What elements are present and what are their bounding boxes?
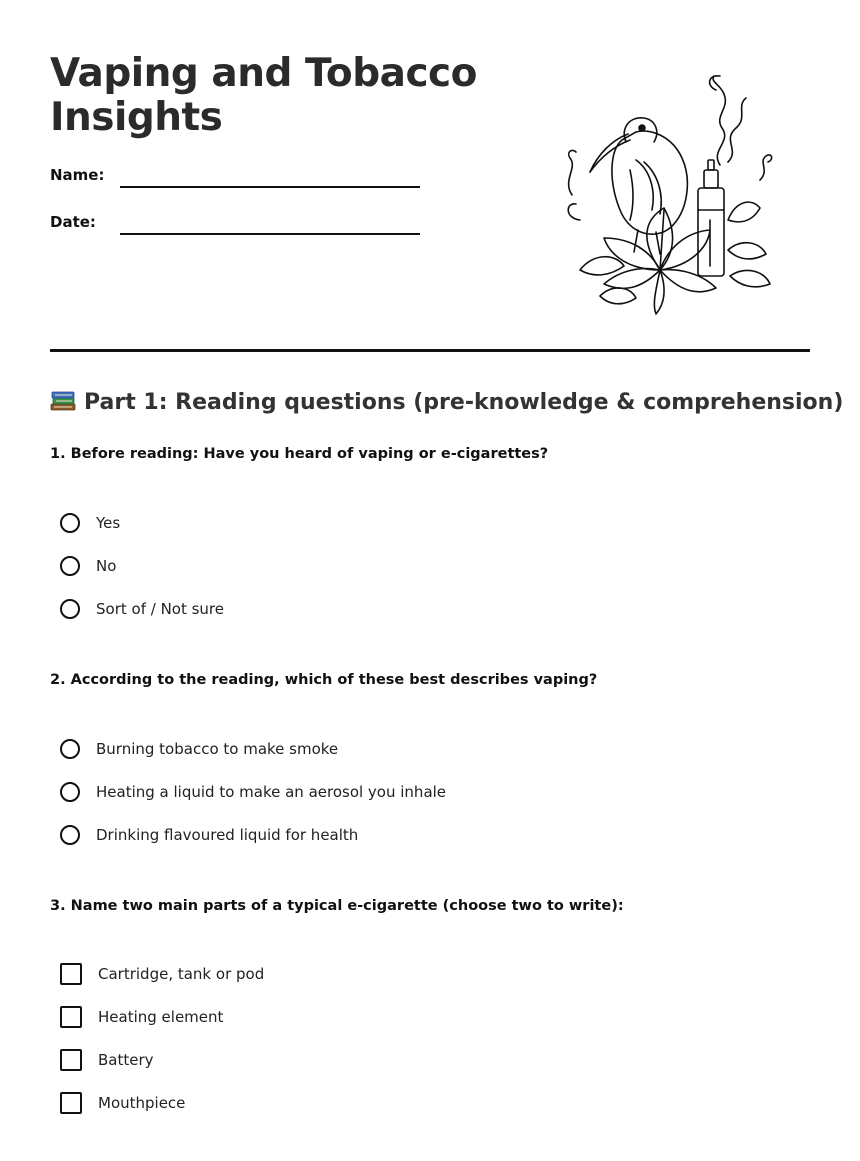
question-3: 3. Name two main parts of a typical e-cigarette (choose two to write): [50, 898, 624, 914]
question-2: 2. According to the reading, which of these best describes vaping? [50, 672, 598, 688]
checkbox[interactable] [60, 1092, 82, 1114]
date-label: Date: [50, 213, 96, 231]
date-field[interactable] [120, 233, 420, 235]
option-label: Heating a liquid to make an aerosol you inhale [96, 783, 447, 801]
name-field[interactable] [120, 186, 420, 188]
q3-option-cartridge[interactable] [60, 962, 264, 986]
q1-option-no[interactable] [60, 554, 116, 578]
option-label: Drinking flavoured liquid for health [96, 826, 359, 844]
q1-option-yes[interactable] [60, 511, 120, 535]
checkbox[interactable] [60, 1049, 82, 1071]
title-line-1: Vaping and Tobacco [50, 51, 477, 96]
radio-button[interactable] [60, 556, 80, 576]
books-icon [50, 388, 76, 412]
option-label: No [96, 557, 117, 575]
option-label: Sort of / Not sure [96, 600, 224, 618]
radio-button[interactable] [60, 599, 80, 619]
radio-button[interactable] [60, 825, 80, 845]
q2-option-heating-liquid[interactable] [60, 780, 446, 804]
q1-option-not-sure[interactable] [60, 597, 224, 621]
checkbox[interactable] [60, 1006, 82, 1028]
option-label: Burning tobacco to make smoke [96, 740, 339, 758]
radio-button[interactable] [60, 739, 80, 759]
option-label: Battery [98, 1051, 154, 1069]
q2-option-drinking-liquid[interactable] [60, 823, 358, 847]
question-1: 1. Before reading: Have you heard of vaping or e-cigarettes? [50, 446, 549, 462]
worksheet-title [50, 52, 490, 140]
q2-option-burning-tobacco[interactable] [60, 737, 338, 761]
radio-button[interactable] [60, 513, 80, 533]
option-label: Yes [96, 514, 121, 532]
title-line-2: Insights [50, 95, 223, 140]
option-label: Heating element [98, 1008, 224, 1026]
q3-option-mouthpiece[interactable] [60, 1091, 185, 1115]
q3-option-battery[interactable] [60, 1048, 154, 1072]
option-label: Mouthpiece [98, 1094, 186, 1112]
checkbox[interactable] [60, 963, 82, 985]
radio-button[interactable] [60, 782, 80, 802]
option-label: Cartridge, tank or pod [98, 965, 265, 983]
q3-option-heating-element[interactable] [60, 1005, 223, 1029]
kiwi-bird-vape-illustration-icon [560, 70, 780, 320]
name-label: Name: [50, 166, 105, 184]
part-1-heading [50, 388, 843, 415]
section-divider [50, 349, 810, 352]
part-1-heading-text: Part 1: Reading questions (pre-knowledge & comprehension) [84, 390, 844, 415]
